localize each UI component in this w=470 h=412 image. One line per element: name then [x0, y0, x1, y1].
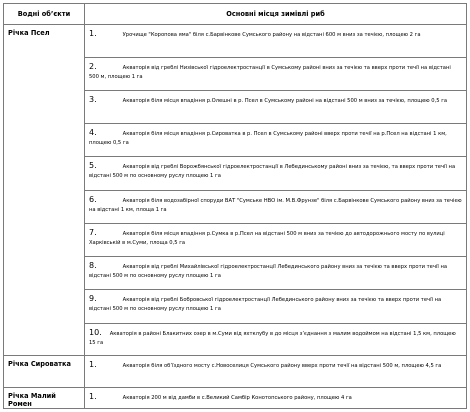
- table-row: [4, 356, 467, 388]
- item-number: 1.: [89, 392, 97, 401]
- place-cell: [85, 124, 467, 157]
- place-cell: [85, 388, 467, 409]
- item-text: Акваторія біля місця впадіння р.Олешні в р. Псел в Сумському районі на відстані 500 м вниз за течією, площею 0,5 га: [122, 98, 448, 104]
- item-text: Урочище "Коропова яма" біля с.Барвінкове Сумського району на відстані 600 м вниз за течією, площею 2 га: [122, 32, 421, 38]
- fish-wintering-table: [3, 3, 467, 409]
- item-number: 4.: [89, 128, 97, 137]
- header-water-bodies: Водні об’єкти: [4, 4, 85, 25]
- item-text: Акваторія біля водозабірної споруди ВАТ "Сумське НВО ім. М.В.Фрунзе" біля с.Барвінкове Сумського району вниз за течією на відстані 1 км, площа 1 га: [89, 198, 462, 213]
- item-text: Акваторія від греблі Ворожбянської гідроелектростанції в Лебединському районі вниз за течією, та вверх проти течії на відстані 500 м по основному руслу площею 1 га: [89, 164, 456, 179]
- place-cell: [85, 290, 467, 324]
- place-cell: [85, 324, 467, 356]
- item-number: 9.: [89, 294, 97, 303]
- item-number: 2.: [89, 62, 97, 71]
- place-cell: [85, 224, 467, 257]
- place-cell: [85, 91, 467, 124]
- place-cell: [85, 157, 467, 191]
- item-text: Акваторія біля місця впадіння р.Сироватка в р. Псел в Сумському районі вверх проти течії на р.Псел на відстані 1 км, площею 0,5 га: [89, 131, 447, 146]
- item-number: 3.: [89, 95, 97, 104]
- item-text: Акваторія біля об’їздного мосту с.Новоселиця Сумського району вверх проти течії на відстані 500 м, площею 4,5 га: [122, 363, 442, 369]
- place-cell: [85, 58, 467, 91]
- place-cell: [85, 191, 467, 224]
- item-number: 8.: [89, 261, 97, 270]
- item-number: 10.: [89, 328, 102, 337]
- item-text: Акваторія від греблі Михайлівської гідроелектростанції Лебединського району вниз за течією та вверх проти течії на відстані 500 м по основному руслу площею 1 га: [89, 264, 448, 279]
- item-text: Акваторія біля місця впадіння р.Сумка в р.Псел на відстані 500 м вниз за течією до автодорожнього мосту по вулиці Харківській в м.Суми, площа 0,5 га: [89, 231, 445, 246]
- item-text: Акваторія 200 м від дамби в с.Великий Самбір Конотопського району, площею 4 га: [122, 395, 352, 401]
- place-cell: [85, 257, 467, 290]
- item-number: 7.: [89, 228, 97, 237]
- water-body-cell: Річка Сироватка: [4, 356, 85, 388]
- item-number: 1.: [89, 29, 97, 38]
- item-text: Акваторія від греблі Бобровської гідроелектростанції Лебединського району вниз за течією та вверх проти течії на відстані 500 м по основному руслу площею 1 га: [89, 297, 442, 312]
- header-row: [4, 4, 467, 25]
- item-number: 5.: [89, 161, 97, 170]
- water-body-cell: Річка Малий Ромен: [4, 388, 85, 409]
- place-cell: [85, 356, 467, 388]
- water-body-cell: Річка Псел: [4, 25, 85, 356]
- table-row: [4, 388, 467, 409]
- table-row: [4, 25, 467, 58]
- item-text: Акваторія від греблі Низівської гідроелектростанції в Сумському районі вниз за течією та вверх проти течії на відстані 500 м, площею 1 га: [89, 65, 451, 80]
- item-number: 6.: [89, 195, 97, 204]
- item-text: Акваторія в районі Блакитних озер в м.Суми від яхтклубу в до місця з’єднання з малим водоймом на відстані 1,5 км, площею 15 га: [89, 331, 456, 346]
- item-number: 1.: [89, 360, 97, 369]
- place-cell: [85, 25, 467, 58]
- header-wintering-places: Основні місця зимівлі риб: [85, 4, 467, 25]
